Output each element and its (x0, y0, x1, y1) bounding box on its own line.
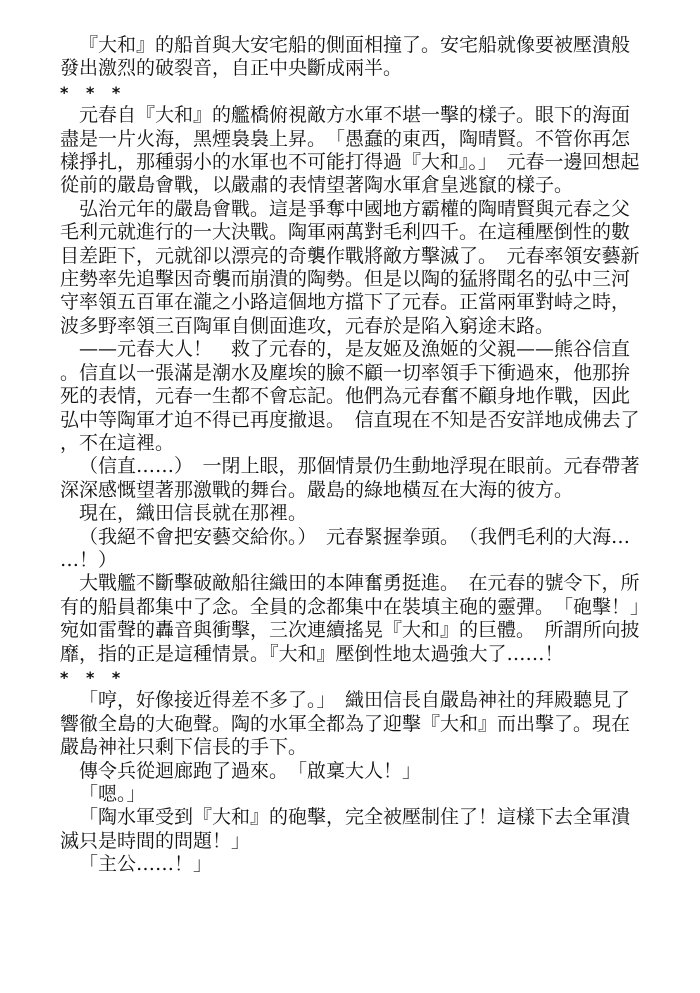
section-separator: * * * (60, 82, 127, 102)
paragraph: 元春自『大和』的艦橋俯視敵方水軍不堪一擊的樣子。眼下的海面盡是一片火海，黑煙裊裊上昇。 「愚蠢的東西，陶晴賢。不管你再怎樣掙扎，那種弱小的水軍也不可能打得過『大和』。」 元春一邊回想起從前的嚴島會戰，以嚴肅的表情望著陶水軍倉皇逃竄的樣子。 (60, 104, 640, 197)
paragraph: （我絕不會把安藝交給你。） 元春緊握拳頭。 （我們毛利的大海……！） (60, 525, 631, 571)
paragraph: 傳令兵從迴廊跑了過來。 「啟稟大人！」 (79, 759, 422, 782)
paragraph: 大戰艦不斷擊破敵船往織田的本陣奮勇挺進。 在元春的號令下，所有的船員都集中了念。全員的念都集中在裝填主砲的靈彈。 「砲擊！」 宛如雷聲的轟音與衝擊，三次連續搖晃『大和』的巨體。 所謂所向披靡，指的正是這種情景。『大和』壓倒性地太過強大了……！ (60, 572, 659, 665)
paragraph: 現在，織田信長就在那裡。 (79, 502, 308, 525)
paragraph: 「主公……！」 (79, 853, 213, 876)
paragraph: 弘治元年的嚴島會戰。這是爭奪中國地方霸權的陶晴賢與元春之父毛利元就進行的一大決戰。陶軍兩萬對毛利四千。在這種壓倒性的數目差距下，元就卻以漂亮的奇襲作戰將敵方擊滅了。 元春率領安藝新庄勢率先追擊因奇襲而崩潰的陶勢。但是以陶的猛將聞名的弘中三河守率領五百軍在瀧之小路這個地方擋下了元春。正當兩軍對峙之時，波多野率領三百陶軍自側面進攻，元春於是陷入窮途末路。 (60, 197, 640, 337)
paragraph: （信直……） 一閉上眼，那個情景仍生動地浮現在眼前。元春帶著深深感慨望著那激戰的舞台。嚴島的綠地橫亙在大海的彼方。 (60, 455, 640, 501)
paragraph: 「哼，好像接近得差不多了。」 織田信長自嚴島神社的拜殿聽見了響徹全島的大砲聲。陶的水軍全都為了迎擊『大和』而出擊了。現在嚴島神社只剩下信長的手下。 (60, 689, 631, 759)
section-separator: * * * (60, 667, 127, 687)
paragraph: ——元春大人！ 救了元春的，是友姬及漁姬的父親——熊谷信直。信直以一張滿是潮水及塵埃的臉不顧一切率領手下衝過來，他那拚死的表情，元春一生都不會忘記。他們為元春奮不顧身地作戰，因此弘中等陶軍才迫不得已再度撤退。 信直現在不知是否安詳地成佛去了，不在這裡。 (60, 338, 640, 454)
document-page (60, 34, 659, 877)
paragraph: 『大和』的船首與大安宅船的側面相撞了。安宅船就像要被壓潰般發出激烈的破裂音，自正中央斷成兩半。 (60, 34, 631, 80)
paragraph: 「嗯。」 (79, 783, 146, 805)
paragraph: 「陶水軍受到『大和』的砲擊，完全被壓制住了！這樣下去全軍潰滅只是時間的問題！」 (60, 806, 631, 852)
